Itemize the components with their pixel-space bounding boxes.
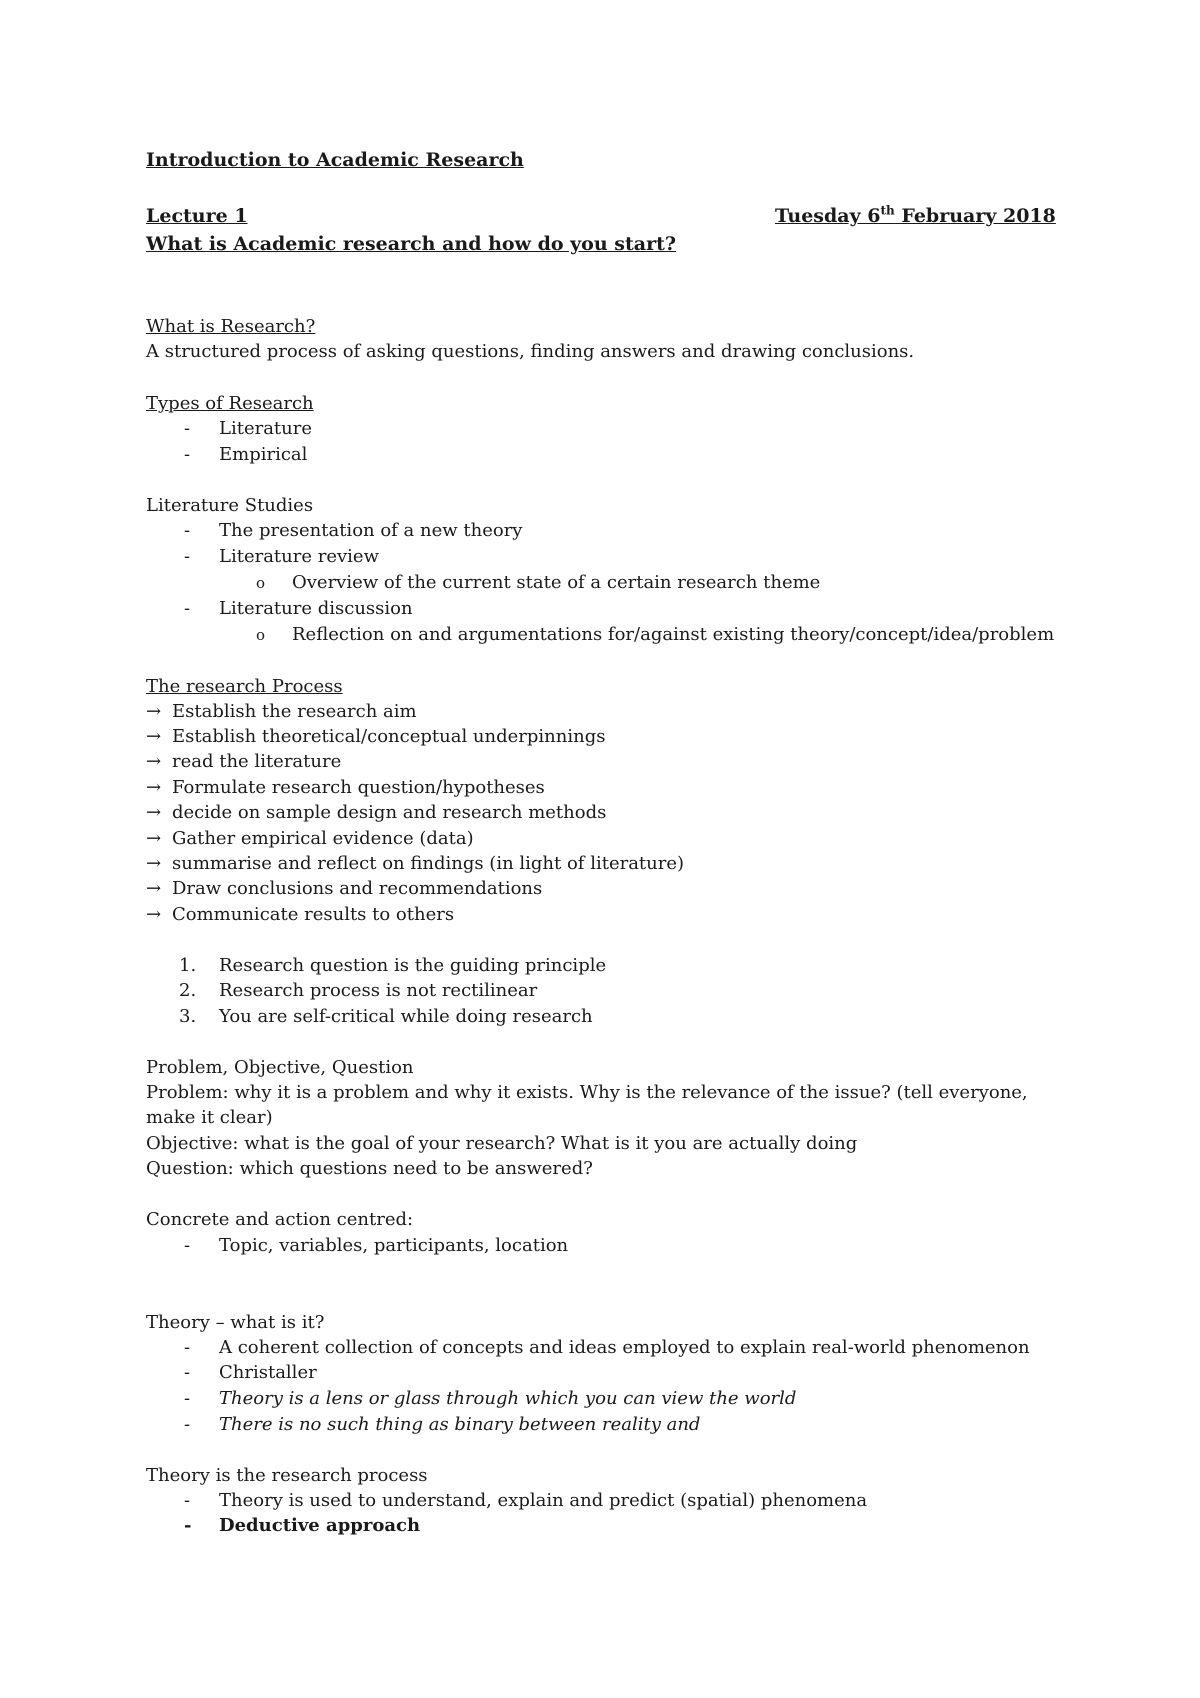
lecture-subtitle: What is Academic research and how do you start? xyxy=(146,233,676,255)
process-step: → decide on sample design and research methods xyxy=(146,802,607,823)
process-step: → read the literature xyxy=(146,751,342,772)
types-heading: Types of Research xyxy=(146,393,314,414)
arrow-right-icon: → xyxy=(146,751,162,772)
process-step: → summarise and reflect on findings (in light of literature) xyxy=(146,853,685,874)
poq-heading: Problem, Objective, Question xyxy=(146,1057,414,1078)
poq-question: Question: which questions need to be answered? xyxy=(146,1158,593,1179)
arrow-right-icon: → xyxy=(146,904,162,925)
arrow-right-icon: → xyxy=(146,726,162,747)
process-step: → Communicate results to others xyxy=(146,904,455,925)
process-step: → Establish theoretical/conceptual underpinnings xyxy=(146,726,606,747)
what-is-research-heading: What is Research? xyxy=(146,316,316,337)
arrow-right-icon: → xyxy=(146,802,162,823)
document-title: Introduction to Academic Research xyxy=(146,149,524,171)
arrow-right-icon: → xyxy=(146,878,162,899)
lit-studies-heading: Literature Studies xyxy=(146,495,314,516)
lecture-date: Tuesday 6th February 2018 xyxy=(775,203,1056,227)
poq-problem-cont: make it clear) xyxy=(146,1107,273,1128)
arrow-right-icon: → xyxy=(146,828,162,849)
poq-problem: Problem: why it is a problem and why it exists. Why is the relevance of the issue? (tell everyone, xyxy=(146,1082,1028,1103)
process-heading: The research Process xyxy=(146,676,343,697)
poq-objective: Objective: what is the goal of your research? What is it you are actually doing xyxy=(146,1133,858,1154)
theory-heading: Theory – what is it? xyxy=(146,1312,325,1333)
process-step: → Formulate research question/hypotheses xyxy=(146,777,545,798)
process-step: → Establish the research aim xyxy=(146,701,417,722)
lecture-label: Lecture 1 xyxy=(146,205,248,227)
arrow-right-icon: → xyxy=(146,701,162,722)
arrow-right-icon: → xyxy=(146,777,162,798)
process-step: → Draw conclusions and recommendations xyxy=(146,878,543,899)
concrete-heading: Concrete and action centred: xyxy=(146,1209,414,1230)
what-is-research-text: A structured process of asking questions, finding answers and drawing conclusions. xyxy=(146,341,915,362)
process-step: → Gather empirical evidence (data) xyxy=(146,828,474,849)
theory-process-heading: Theory is the research process xyxy=(146,1465,428,1486)
arrow-right-icon: → xyxy=(146,853,162,874)
